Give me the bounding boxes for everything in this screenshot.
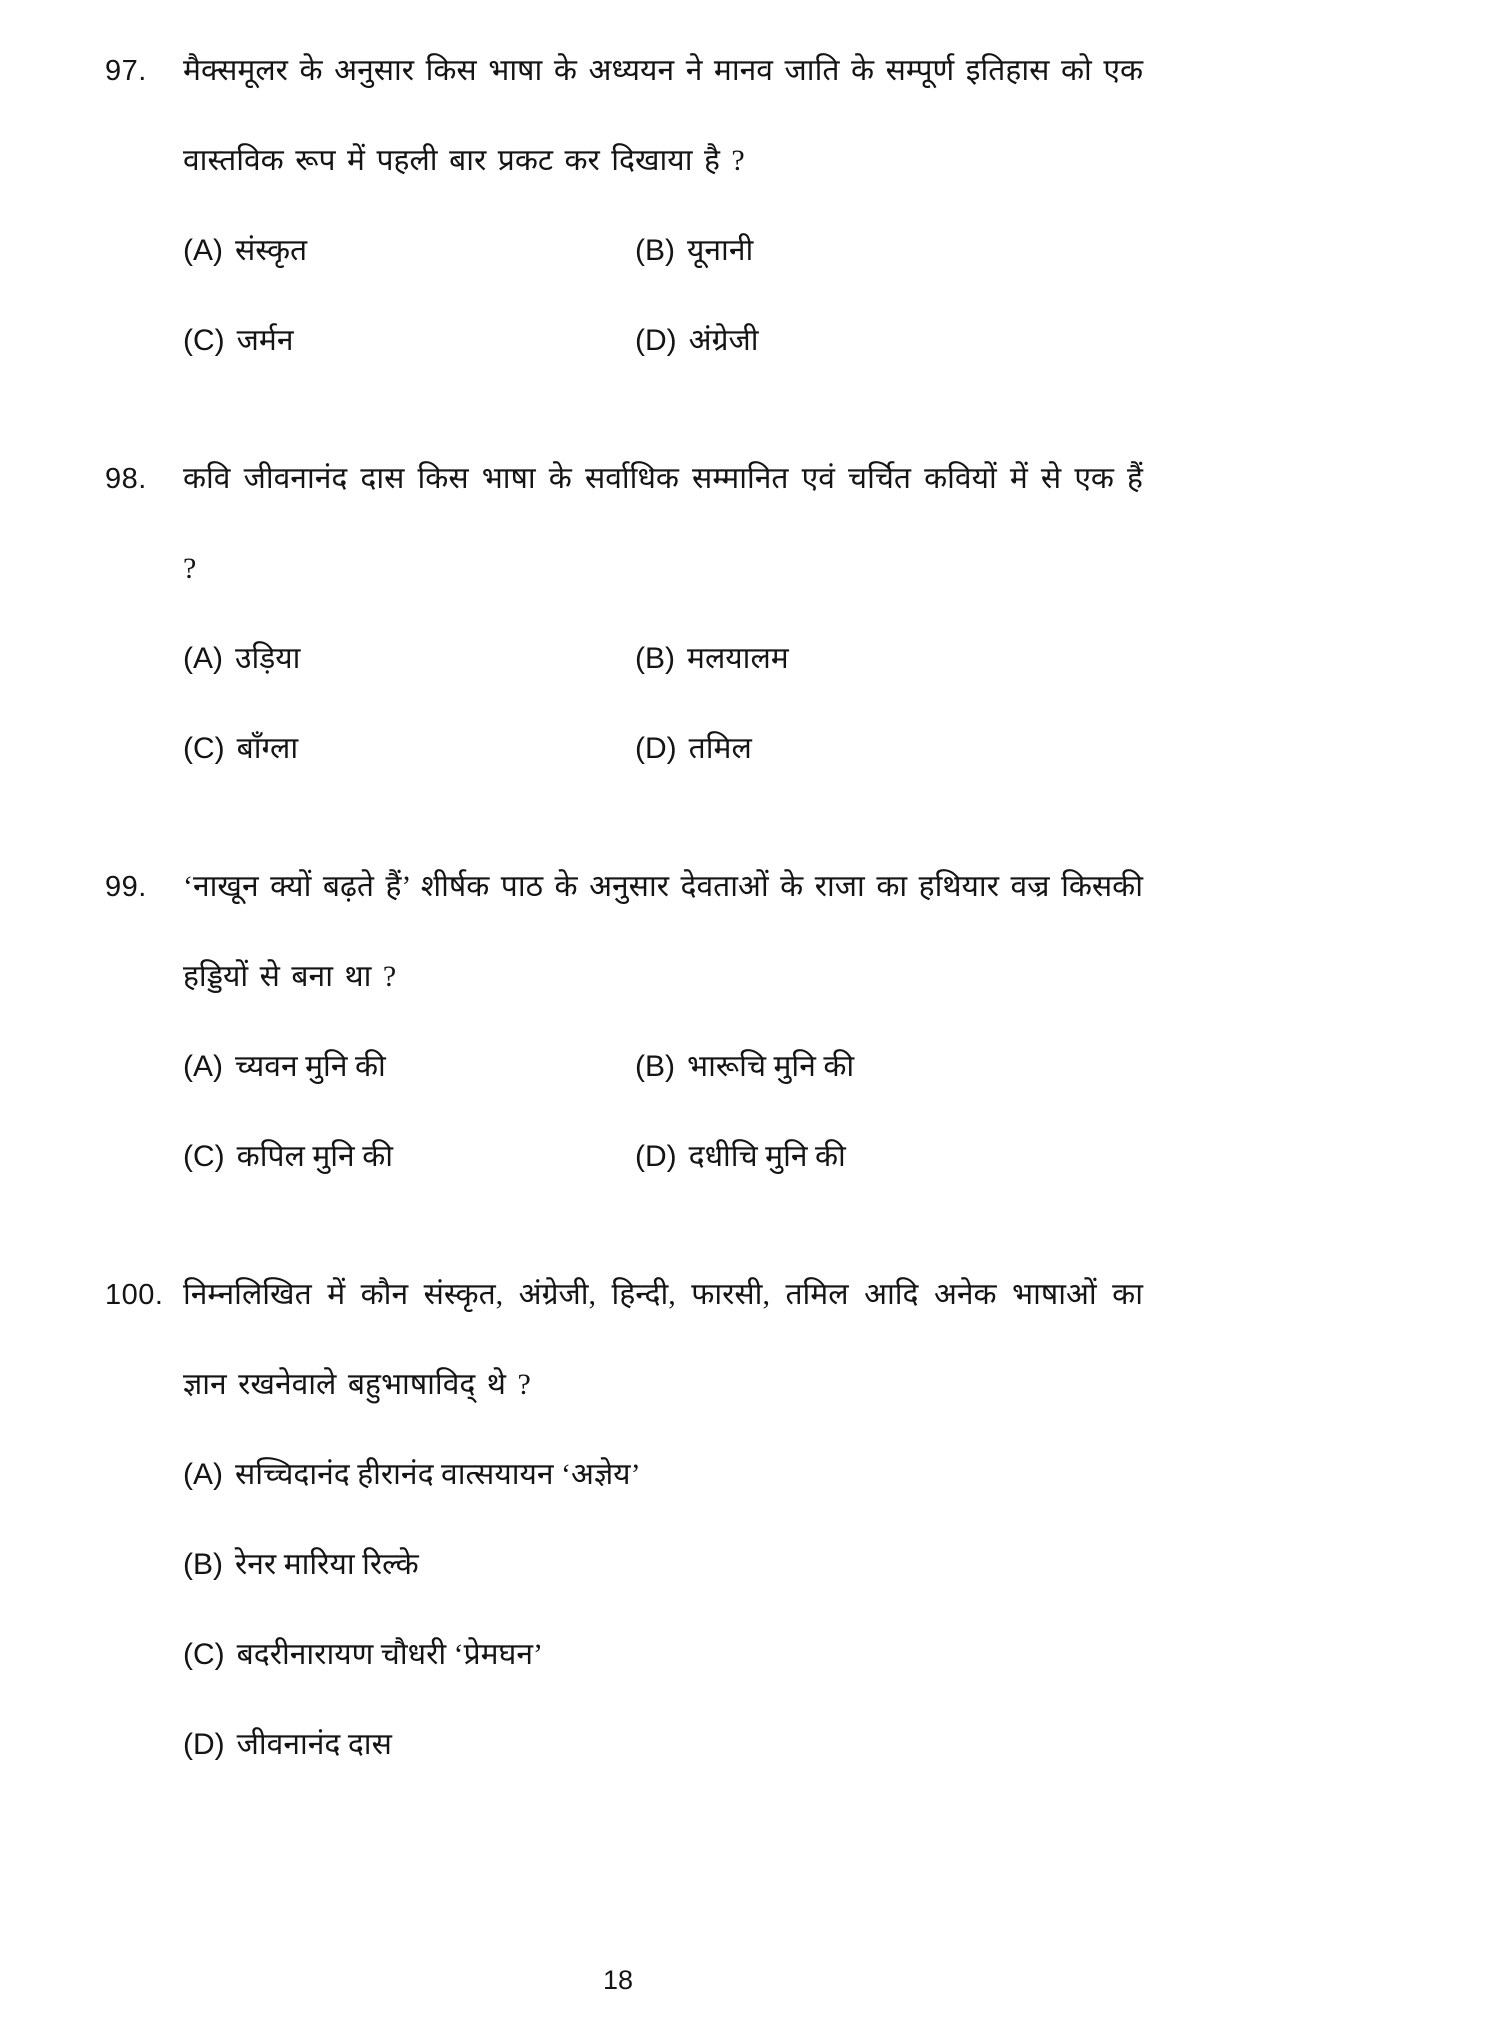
option-text: कपिल मुनि की bbox=[236, 1140, 394, 1173]
question-text: मैक्समूलर के अनुसार किस भाषा के अध्ययन ने मानव जाति के सम्पूर्ण इतिहास को एक वास्तविक रूप में पहली बार प्रकट कर दिखाया है ? bbox=[183, 54, 1143, 177]
option-label: (A) bbox=[183, 1458, 223, 1491]
question-number: 97. bbox=[105, 55, 147, 87]
option-text: जीवनानंद दास bbox=[236, 1728, 392, 1761]
option-text: तमिल bbox=[688, 732, 752, 765]
option-text: यूनानी bbox=[687, 234, 754, 267]
option-d bbox=[635, 1112, 1143, 1202]
option-b bbox=[635, 1022, 1143, 1112]
option-b bbox=[635, 206, 1143, 296]
option-a bbox=[183, 206, 635, 296]
option-a bbox=[183, 1022, 635, 1112]
option-text: बदरीनारायण चौधरी ‘प्रेमघन’ bbox=[236, 1638, 543, 1671]
option-label: (A) bbox=[183, 1050, 223, 1083]
option-d bbox=[635, 704, 1143, 794]
option-text: बाँग्ला bbox=[236, 732, 299, 765]
question-text: कवि जीवनानंद दास किस भाषा के सर्वाधिक सम्मानित एवं चर्चित कवियों में से एक हैं ? bbox=[183, 462, 1143, 585]
option-text: संस्कृत bbox=[235, 234, 308, 267]
question-text: ‘नाखून क्यों बढ़ते हैं’ शीर्षक पाठ के अनुसार देवताओं के राजा का हथियार वज्र किसकी हड्डियों से बना था ? bbox=[183, 870, 1143, 993]
option-b bbox=[635, 614, 1143, 704]
option-text: भारूचि मुनि की bbox=[687, 1050, 855, 1083]
option-a bbox=[183, 614, 635, 704]
option-label: (A) bbox=[183, 234, 223, 267]
option-c bbox=[183, 296, 635, 386]
option-label: (B) bbox=[635, 642, 675, 675]
option-label: (D) bbox=[635, 324, 677, 357]
option-text: जर्मन bbox=[236, 324, 294, 357]
question-98 bbox=[105, 434, 1505, 794]
option-label: (B) bbox=[183, 1548, 223, 1581]
option-d bbox=[635, 296, 1143, 386]
option-label: (D) bbox=[635, 1140, 677, 1173]
option-label: (D) bbox=[635, 732, 677, 765]
question-99 bbox=[105, 842, 1505, 1202]
option-c bbox=[183, 1112, 635, 1202]
option-label: (B) bbox=[635, 1050, 675, 1083]
option-text: च्यवन मुनि की bbox=[235, 1050, 386, 1083]
question-number: 100. bbox=[105, 1279, 164, 1311]
option-label: (C) bbox=[183, 1140, 225, 1173]
option-b bbox=[183, 1520, 1143, 1610]
option-text: अंग्रेजी bbox=[688, 324, 759, 357]
option-text: दधीचि मुनि की bbox=[688, 1140, 846, 1173]
option-c bbox=[183, 1610, 1143, 1700]
option-a bbox=[183, 1430, 1143, 1520]
question-number: 99. bbox=[105, 871, 147, 903]
question-text: निम्नलिखित में कौन संस्कृत, अंग्रेजी, हिन्दी, फारसी, तमिल आदि अनेक भाषाओं का ज्ञान रखनेवाले बहुभाषाविद् थे ? bbox=[183, 1278, 1143, 1401]
page-number: 18 bbox=[602, 1965, 634, 1995]
option-text: रेनर मारिया रिल्के bbox=[235, 1548, 419, 1581]
question-number: 98. bbox=[105, 463, 147, 495]
option-text: सच्चिदानंद हीरानंद वात्सयायन ‘अज्ञेय’ bbox=[235, 1458, 641, 1491]
question-97 bbox=[105, 26, 1505, 386]
option-text: उड़िया bbox=[235, 642, 301, 675]
option-label: (B) bbox=[635, 234, 675, 267]
option-label: (C) bbox=[183, 324, 225, 357]
option-c bbox=[183, 704, 635, 794]
option-label: (C) bbox=[183, 1638, 225, 1671]
option-label: (A) bbox=[183, 642, 223, 675]
question-100 bbox=[105, 1250, 1505, 1790]
option-d bbox=[183, 1700, 1143, 1790]
option-text: मलयालम bbox=[687, 642, 789, 675]
option-label: (C) bbox=[183, 732, 225, 765]
option-label: (D) bbox=[183, 1728, 225, 1761]
